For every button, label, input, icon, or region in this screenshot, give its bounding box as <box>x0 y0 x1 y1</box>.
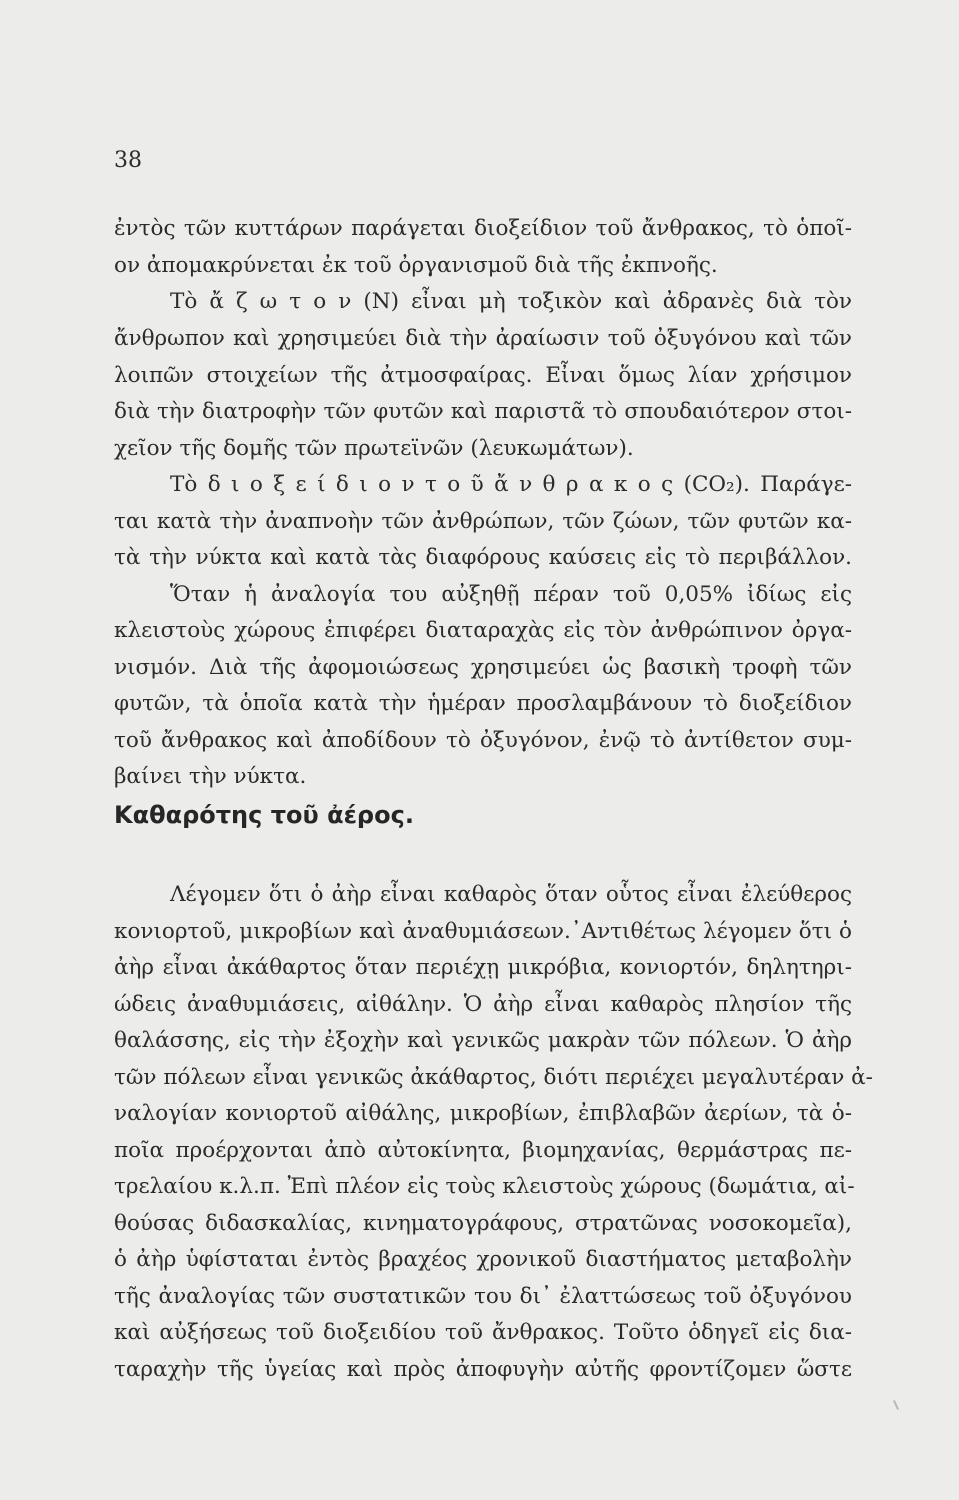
text-line: ται κατὰ τὴν ἀναπνοὴν τῶν ἀνθρώπων, τῶν ζώων, τῶν φυτῶν κα- <box>114 509 852 534</box>
text-line: καὶ αὐξήσεως τοῦ διοξειδίου τοῦ ἄνθρακος. Τοῦτο ὁδηγεῖ εἰς δια- <box>114 1320 852 1345</box>
text-line: ὁ ἀὴρ ὑφίσταται ἐντὸς βραχέος χρονικοῦ διαστήματος μεταβολὴν <box>114 1247 852 1272</box>
text-line: ἄνθρωπον καὶ χρησιμεύει διὰ τὴν ἀραίωσιν τοῦ ὀξυγόνου καὶ τῶν <box>114 326 852 351</box>
text-line: Τὸ δ ι ο ξ ε ί δ ι ο ν τ ο ῦ ἄ ν θ ρ α κ ο ς (CO₂). Παράγε- <box>170 472 852 497</box>
page-number: 38 <box>114 148 142 173</box>
text-line: θούσας διδασκαλίας, κινηματογράφους, στρατῶνας νοσοκομεῖα), <box>114 1211 852 1236</box>
text-line: φυτῶν, τὰ ὁποῖα κατὰ τὴν ἡμέραν προσλαμβάνουν τὸ διοξείδιον <box>114 691 852 716</box>
text-line: τῆς ἀναλογίας τῶν συστατικῶν του δι᾿ ἐλαττώσεως τοῦ ὀξυγόνου <box>114 1284 852 1309</box>
text-line: ποῖα προέρχονται ἀπὸ αὐτοκίνητα, βιομηχανίας, θερμάστρας πε- <box>114 1138 852 1163</box>
text-line: τρελαίου κ.λ.π. Ἐπὶ πλέον εἰς τοὺς κλειστοὺς χώρους (δωμάτια, αἰ- <box>114 1174 855 1199</box>
section-heading: Καθαρότης τοῦ ἀέρος. <box>114 801 414 829</box>
text-line: ταραχὴν τῆς ὑγείας καὶ πρὸς ἀποφυγὴν αὐτῆς φροντίζομεν ὥστε <box>114 1357 852 1382</box>
text-line: ἐντὸς τῶν κυττάρων παράγεται διοξείδιον τοῦ ἄνθρακος, τὸ ὁποῖ- <box>114 216 852 241</box>
text-line: Τὸ ἄ ζ ω τ ο ν (Ν) εἶναι μὴ τοξικὸν καὶ ἀδρανὲς διὰ τὸν <box>170 289 852 314</box>
text-line: διὰ τὴν διατροφὴν τῶν φυτῶν καὶ παριστᾶ τὸ σπουδαιότερον στοι- <box>114 399 852 424</box>
text-line: κλειστοὺς χώρους ἐπιφέρει διαταραχὰς εἰς τὸν ἀνθρώπινον ὀργα- <box>114 618 852 643</box>
paper-speck <box>893 1400 899 1410</box>
text-line: τὰ τὴν νύκτα καὶ κατὰ τὰς διαφόρους καύσεις εἰς τὸ περιβάλλον. <box>114 545 852 570</box>
text-line: κονιορτοῦ, μικροβίων καὶ ἀναθυμιάσεων.᾿Αντιθέτως λέγομεν ὅτι ὁ <box>114 919 852 944</box>
text-line: τῶν πόλεων εἶναι γενικῶς ἀκάθαρτος, διότι περιέχει μεγαλυτέραν ἀ- <box>114 1065 873 1090</box>
text-line: λοιπῶν στοιχείων τῆς ἀτμοσφαίρας. Εἶναι ὅμως λίαν χρήσιμον <box>114 363 852 388</box>
text-line: βαίνει τὴν νύκτα. <box>114 764 307 789</box>
text-line: νισμόν. Διὰ τῆς ἀφομοιώσεως χρησιμεύει ὡς βασικὴ τροφὴ τῶν <box>114 655 852 680</box>
text-line: ώδεις ἀναθυμιάσεις, αἰθάλην. Ὁ ἀὴρ εἶναι καθαρὸς πλησίον τῆς <box>114 992 852 1017</box>
text-line: χεῖον τῆς δομῆς τῶν πρωτεϊνῶν (λευκωμάτων). <box>114 436 634 461</box>
text-line: ον ἀπομακρύνεται ἐκ τοῦ ὀργανισμοῦ διὰ τῆς ἐκπνοῆς. <box>114 253 718 278</box>
text-line: τοῦ ἄνθρακος καὶ ἀποδίδουν τὸ ὀξυγόνον, ἐνῷ τὸ ἀντίθετον συμ- <box>114 728 852 753</box>
text-line: ναλογίαν κονιορτοῦ αἰθάλης, μικροβίων, ἐπιβλαβῶν ἀερίων, τὰ ὁ- <box>114 1101 852 1126</box>
text-line: ἀὴρ εἶναι ἀκάθαρτος ὅταν περιέχῃ μικρόβια, κονιορτόν, δηλητηρι- <box>114 955 852 980</box>
text-line: Λέγομεν ὅτι ὁ ἀὴρ εἶναι καθαρὸς ὅταν οὗτος εἶναι ἐλεύθερος <box>170 882 852 907</box>
text-line: Ὅταν ἡ ἀναλογία του αὐξηθῇ πέραν τοῦ 0,05% ἰδίως εἰς <box>170 582 852 607</box>
text-line: θαλάσσης, εἰς τὴν ἐξοχὴν καὶ γενικῶς μακρὰν τῶν πόλεων. Ὁ ἀὴρ <box>114 1028 852 1053</box>
